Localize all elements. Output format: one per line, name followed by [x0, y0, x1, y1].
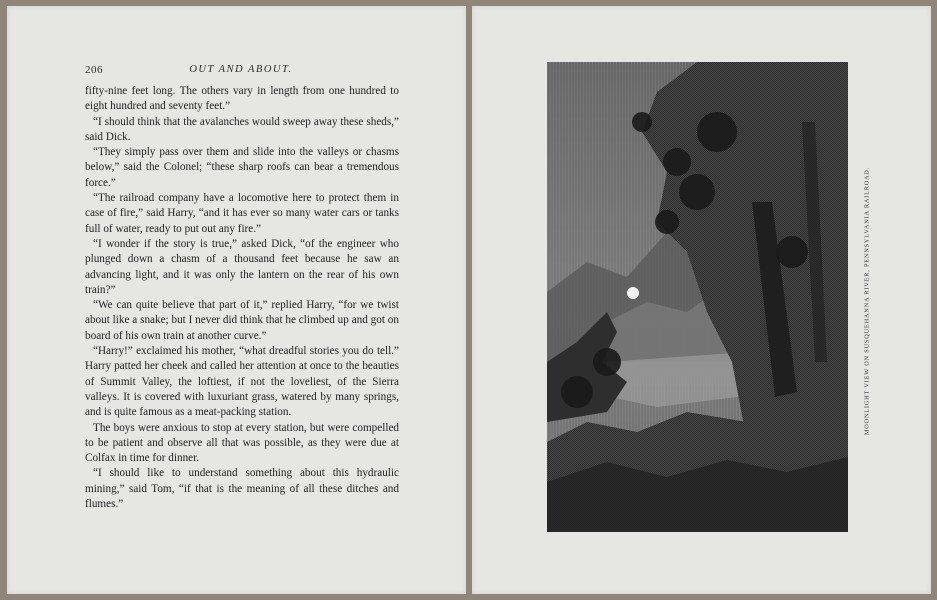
right-page — [472, 6, 931, 594]
paragraph: “I wonder if the story is true,” asked Dick, “of the engineer who plunged down a chasm of a thousand feet because he saw an advancing light, and it was only the lantern on the rear of his own train?” — [85, 237, 399, 296]
paragraph: The boys were anxious to stop at every station, but were compelled to be patient and observe all that was possible, as they were due at Colfax in time for dinner. — [85, 421, 399, 465]
body-text — [85, 84, 399, 512]
paragraph: “Harry!” exclaimed his mother, “what dreadful stories you do tell.” Harry patted her cheek and called her attention at once to the beauties of Summit Valley, the loftiest, if not the loveliest, of the Sierra valleys. It is covered with luxuriant grass, watered by many springs, and is quite famous as a meat-packing station. — [85, 345, 399, 419]
paragraph: “I should like to understand something about this hydraulic mining,” said Tom, “if that is the meaning of all these ditches and flumes.” — [85, 467, 399, 511]
paragraph: “They simply pass over them and slide into the valleys or chasms below,” said the Colonel; “these sharp roofs can bear a tremendous force.” — [85, 146, 399, 189]
engraving-illustration — [547, 62, 848, 532]
plate-caption: MOONLIGHT VIEW ON SUSQUEHANNA RIVER, PENNSYLVANIA RAILROAD. — [863, 166, 871, 436]
paragraph: fifty-nine feet long. The others vary in length from one hundred to eight hundred and seventy feet.” — [85, 85, 399, 113]
paragraph: “The railroad company have a locomotive here to protect them in case of fire,” said Harry, “and it has ever so many water cars or tanks full of water, ready to put out any fire.” — [85, 192, 399, 235]
running-title: OUT AND ABOUT. — [189, 64, 293, 75]
paragraph: “We can quite believe that part of it,” replied Harry, “for we twist about like a snake; but I never did think that he climbed up and got on board of his own train at another curve.” — [85, 299, 399, 342]
page-number: 206 — [85, 64, 103, 76]
paragraph: “I should think that the avalanches would sweep away these sheds,” said Dick. — [85, 115, 399, 143]
left-page — [7, 6, 466, 594]
